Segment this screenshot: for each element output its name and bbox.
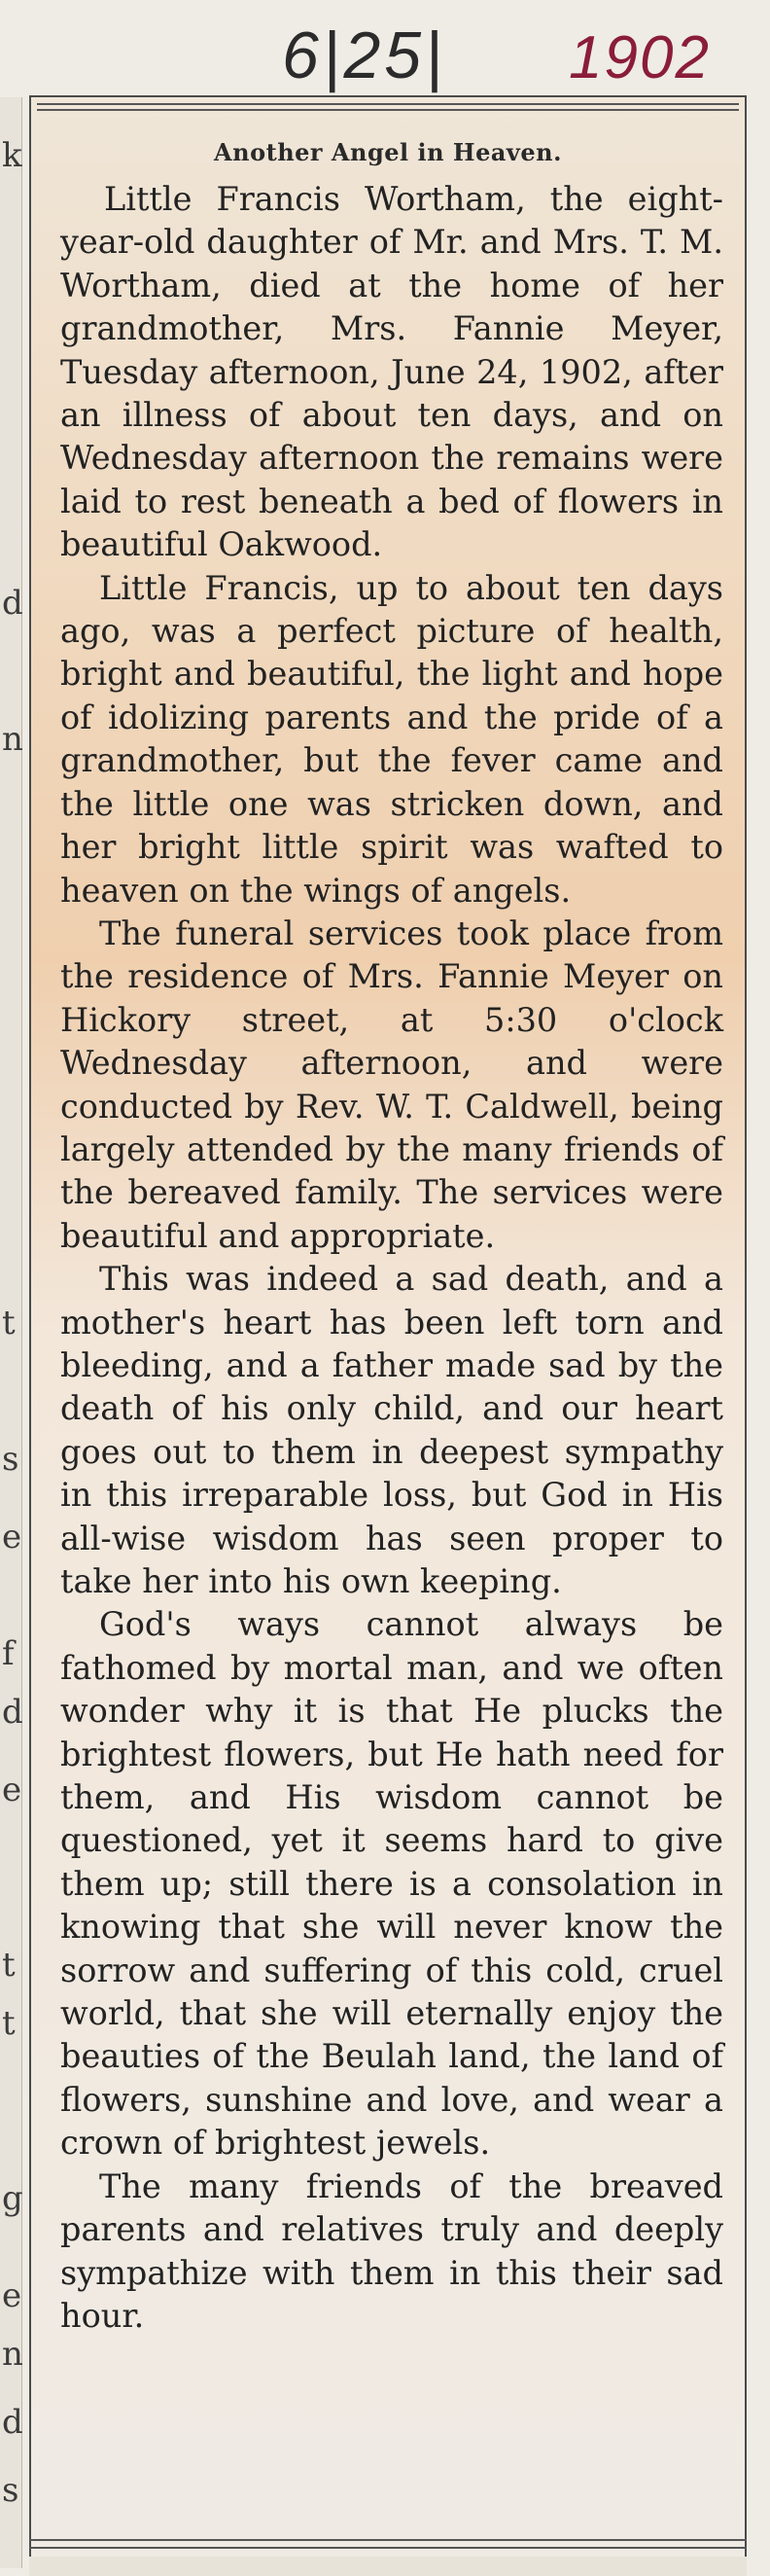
fragment-letter: f: [2, 1634, 15, 1673]
newspaper-clipping: [29, 95, 747, 2561]
fragment-letter: d: [2, 1693, 23, 1732]
article-paragraph: The many friends of the breaved parents and relatives truly and deeply sympathize with them in this their sad hour.: [60, 2166, 723, 2335]
fragment-letter: e: [2, 1771, 22, 1809]
article-paragraph: The funeral services took place from the residence of Mrs. Fannie Meyer on Hickory street, at 5:30 o'clock Wednesday afternoon, and were conducted by Rev. W. T. Caldwell, being largely attended by the many friends of the bereaved family. The services were beautiful and appropriate.: [60, 913, 723, 1255]
fragment-letter: s: [2, 1440, 19, 1479]
fragment-letter: t: [2, 1304, 16, 1342]
fragment-letter: e: [2, 2276, 22, 2315]
fragment-letter: s: [2, 2471, 19, 2510]
fragment-letter: k: [2, 136, 22, 175]
article-paragraph: God's ways cannot always be fathomed by mortal man, and we often wonder why it is that He plucks the brightest flowers, but He hath need for them, and His wisdom cannot be questioned, yet it seems hard to give them up; still there is a consolation in knowing that she will never know the sorrow and suffering of this cold, cruel world, that she will eternally enjoy the beauties of the Beulah land, the land of flowers, sunshine and love, and wear a crown of brightest jewels.: [60, 1605, 723, 2163]
fragment-letter: d: [2, 2403, 23, 2442]
fragment-letter: n: [2, 2335, 23, 2374]
bottom-torn-edge: [29, 2557, 747, 2576]
fragment-letter: g: [2, 2179, 23, 2218]
fragment-letter: d: [2, 584, 23, 623]
fragment-letter: t: [2, 1946, 16, 1985]
bottom-rule: [29, 2539, 747, 2549]
article-paragraph: Little Francis, up to about ten days ago, was a perfect picture of health, bright and beautiful, the light and hope of idolizing parents and the pride of a grandmother, but the fever came and the little one was stricken down, and her bright little spirit was wafted to heaven on the wings of angels.: [60, 568, 723, 910]
article-paragraph: This was indeed a sad death, and a mother's heart has been left torn and bleeding, and a father made sad by the death of his only child, and our heart goes out to them in deepest sympathy in this irreparable loss, but God in His all-wise wisdom has seen proper to take her into his own keeping.: [60, 1260, 723, 1600]
handwritten-year: 1902: [569, 24, 711, 91]
article-headline: Another Angel in Heaven.: [214, 138, 562, 166]
fragment-letter: e: [2, 1518, 22, 1556]
fragment-letter: n: [2, 720, 23, 759]
adjacent-column-fragment: [0, 97, 22, 2568]
fragment-letter: t: [2, 2004, 16, 2043]
article-paragraph: Little Francis Wortham, the eight-year-old daughter of Mr. and Mrs. T. M. Wortham, died at the home of her grandmother, Mrs. Fannie Meyer, Tuesday afternoon, June 24, 1902, after an illness of about ten days, and on Wednesday afternoon the remains were laid to rest beneath a bed of flowers in beautiful Oakwood.: [60, 180, 723, 564]
handwritten-date: 6|25|: [282, 18, 446, 92]
